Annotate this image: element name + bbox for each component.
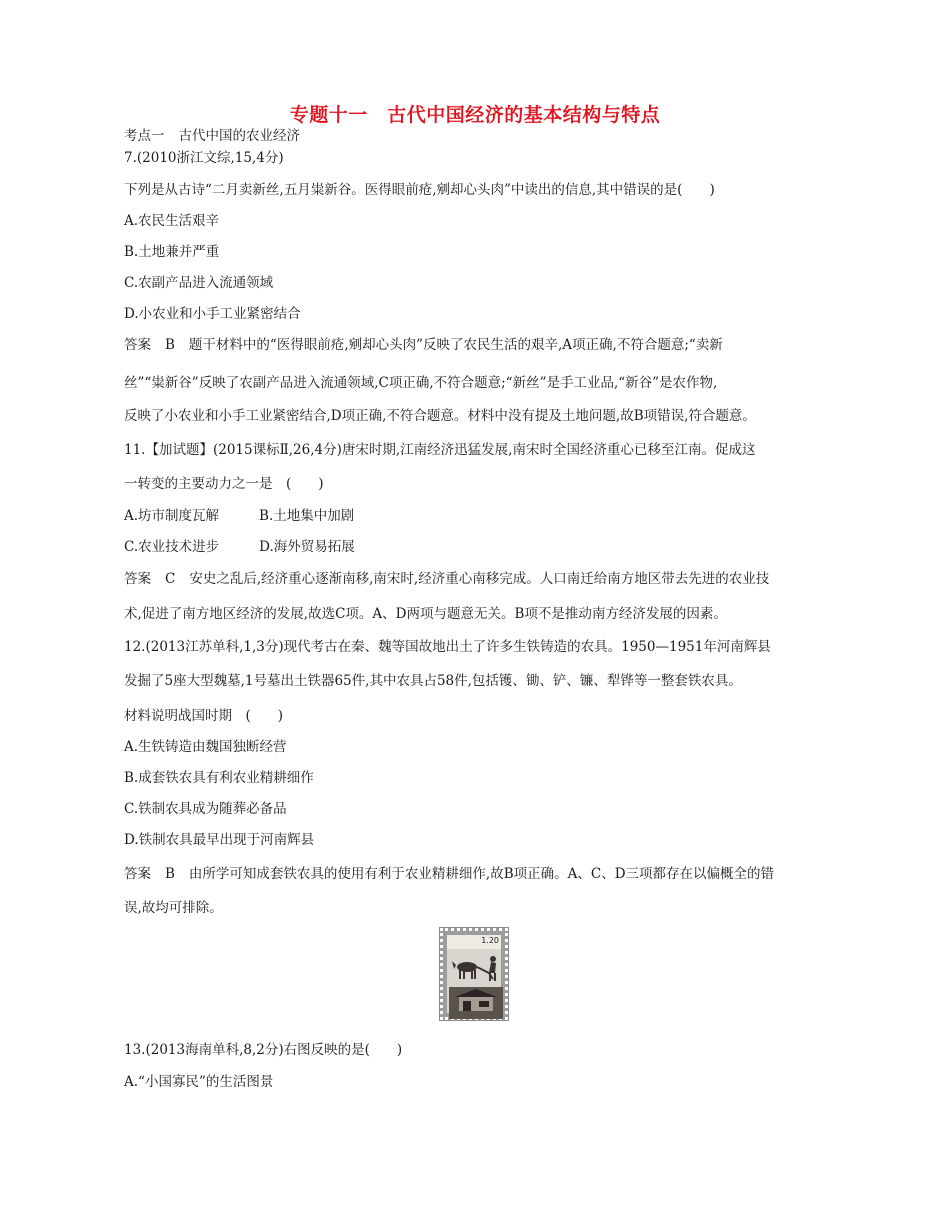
- page-title: 专题十一 古代中国经济的基本结构与特点: [289, 104, 661, 126]
- q11-explanation-line: 术,促进了南方地区经济的发展,故选C项。A、D两项与题意无关。B项不是推动南方经济发展的因素。: [124, 606, 727, 622]
- q11-option-a: A.坊市制度瓦解: [124, 508, 220, 524]
- answer-explanation: 题干材料中的“医得眼前疮,剜却心头肉”反映了农民生活的艰辛,A项正确,不符合题意;“卖新: [188, 337, 723, 353]
- q11-option-b: B.土地集中加剧: [259, 508, 355, 524]
- answer-explanation: 由所学可知成套铁农具的使用有利于农业精耕细作,故B项正确。A、C、D三项都存在以偏概全的错: [188, 866, 775, 882]
- q12-stem-line: 12.(2013江苏单科,1,3分)现代考古在秦、魏等国故地出土了许多生铁铸造的农具。1950—1951年河南辉县: [124, 639, 771, 655]
- answer-key: C: [165, 571, 176, 587]
- q11-options-row: [124, 537, 355, 557]
- q7-explanation-line: 丝”“粜新谷”反映了农副产品进入流通领域,C项正确,不符合题意;“新丝”是手工业品,“新谷”是农作物,: [124, 375, 718, 391]
- q7-option-c: C.农副产品进入流通领域: [124, 275, 274, 291]
- q11-option-d: D.海外贸易拓展: [259, 539, 355, 555]
- stamp-picture: [447, 935, 501, 1013]
- q12-option-c: C.铁制农具成为随葬必备品: [124, 801, 287, 817]
- section-name: 古代中国的农业经济: [178, 128, 300, 144]
- q7-option-a: A.农民生活艰辛: [124, 213, 220, 229]
- stamp-header: [447, 935, 501, 949]
- q7-explanation-line: 反映了小农业和小手工业紧密结合,D项正确,不符合题意。材料中没有提及土地问题,故B项错误,符合题意。: [124, 408, 756, 424]
- plowing-scene-illustration: [449, 949, 503, 1019]
- q7-source: 7.(2010浙江文综,15,4分): [124, 150, 284, 166]
- q7-option-b: B.土地兼并严重: [124, 244, 220, 260]
- q7-answer: [124, 335, 723, 355]
- q12-option-a: A.生铁铸造由魏国独断经营: [124, 739, 287, 755]
- q12-stem-line: 发掘了5座大型魏墓,1号墓出土铁器65件,其中农具占58件,包括镬、锄、铲、镰、犁铧等一整套铁农具。: [124, 673, 742, 689]
- q11-option-c: C.农业技术进步: [124, 539, 220, 555]
- q12-stem-line: 材料说明战国时期 ( ): [124, 708, 284, 724]
- section-heading: [124, 126, 300, 146]
- q13-stem: 13.(2013海南单科,8,2分)右图反映的是( ): [124, 1042, 403, 1058]
- q11-stem-line: 一转变的主要动力之一是 ( ): [124, 476, 324, 492]
- q12-option-b: B.成套铁农具有利农业精耕细作: [124, 770, 314, 786]
- stamp-value: 1.20: [481, 936, 499, 945]
- q12-explanation-line: 误,故均可排除。: [124, 900, 223, 916]
- answer-key: B: [165, 866, 175, 882]
- answer-label: 答案: [124, 337, 151, 353]
- q11-answer: [124, 569, 769, 589]
- answer-label: 答案: [124, 866, 151, 882]
- answer-explanation: 安史之乱后,经济重心逐渐南移,南宋时,经济重心南移完成。人口南迁给南方地区带去先进的农业技: [189, 571, 770, 587]
- q11-stem-line: 11.【加试题】(2015课标Ⅱ,26,4分)唐宋时期,江南经济迅猛发展,南宋时全国经济重心已移至江南。促成这: [124, 442, 756, 458]
- q7-stem: 下列是从古诗“二月卖新丝,五月粜新谷。医得眼前疮,剜却心头肉”中读出的信息,其中错误的是( ): [124, 182, 715, 198]
- q7-option-d: D.小农业和小手工业紧密结合: [124, 306, 301, 322]
- answer-key: B: [165, 337, 175, 353]
- q12-option-d: D.铁制农具最早出现于河南辉县: [124, 832, 315, 848]
- q13-option-a: A.“小国寡民”的生活图景: [124, 1074, 274, 1090]
- q11-options-row: [124, 506, 354, 526]
- answer-label: 答案: [124, 571, 151, 587]
- section-label: 考点一: [124, 128, 165, 144]
- q12-answer: [124, 864, 774, 884]
- stamp-image: [440, 928, 508, 1020]
